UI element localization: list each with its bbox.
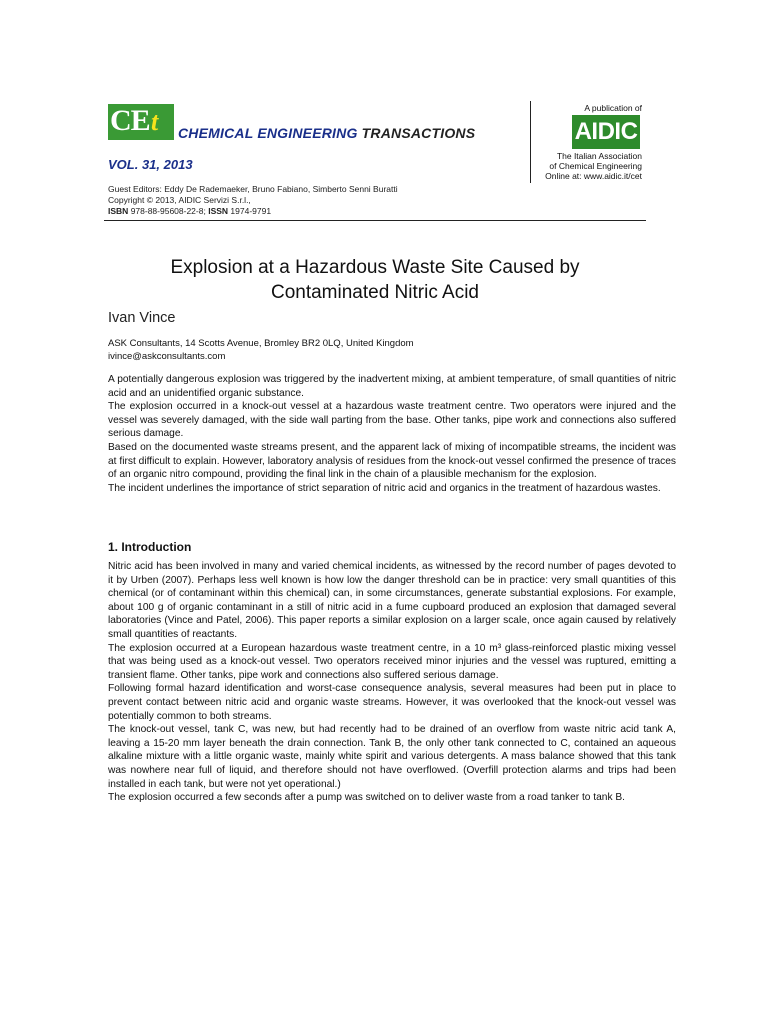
- copyright: Copyright © 2013, AIDIC Servizi S.r.l.,: [108, 195, 251, 205]
- header-vertical-divider: [530, 101, 531, 183]
- email[interactable]: ivince@askconsultants.com: [108, 351, 226, 362]
- isbn-value: 978-88-95608-22-8;: [130, 206, 206, 216]
- issn-value: 1974-9791: [230, 206, 272, 216]
- abstract-paragraph: The incident underlines the importance of strict separation of nitric acid and organics in the treatment of hazardous wastes.: [108, 482, 661, 494]
- journal-title-part1: CHEMICAL ENGINEERING: [178, 125, 358, 141]
- header-horizontal-rule: [104, 220, 646, 221]
- aidic-logo-text: AIDIC: [574, 118, 638, 145]
- editorial-info: [108, 184, 398, 217]
- abstract-paragraph: A potentially dangerous explosion was triggered by the inadvertent mixing, at ambient temperature, of small quantities of nitric acid and an unidentified organic substance.: [108, 374, 676, 399]
- abstract: [108, 373, 676, 495]
- affiliation: ASK Consultants, 14 Scotts Avenue, Bromley BR2 0LQ, United Kingdom: [108, 338, 414, 349]
- abstract-paragraph: Based on the documented waste streams present, and the apparent lack of mixing of incompatible streams, the incident was at first difficult to explain. However, laboratory analysis of residues from the knock-out vessel confirmed the presence of traces of an organic nitro compound, providing the final link in the chain of a plausible mechanism for the explosion.: [108, 441, 676, 481]
- intro-paragraph: The knock-out vessel, tank C, was new, but had recently had to be drained of an overflow from waste nitric acid tank A, leaving a 15-20 mm layer beneath the drain connection. Tank B, the only other tank connected to C, contained an aqueous alkaline mixture with a little organic waste, mainly white spirit and various detergents. A mass balance showed that this tank was nowhere near full of liquid, and therefore should not have overflowed. (Overfill protection alarms and trips had been installed in each tank, but were not yet operational.): [108, 724, 676, 790]
- isbn-line: [108, 206, 398, 217]
- intro-paragraph: The explosion occurred a few seconds after a pump was switched on to deliver waste from a road tanker to tank B.: [108, 792, 625, 804]
- cet-logo-t: t: [151, 107, 159, 136]
- author-name: Ivan Vince: [108, 310, 176, 326]
- intro-paragraph: The explosion occurred at a European hazardous waste treatment centre, in a 10 m³ glass-reinforced plastic mixing vessel that was being used as a knock-out vessel. Two operators received minor injuries and the vessel was ruptured, emitting a transient flame. Other tanks, pipe work and connections also suffered serious damage.: [108, 642, 676, 681]
- publication-of: A publication of: [584, 103, 642, 113]
- abstract-paragraph: The explosion occurred in a knock-out vessel at a hazardous waste treatment centre. Two operators were injured and the vessel was severely damaged, with the side wall parting from the base. Other tanks, pipe work and connections also suffered serious damage.: [108, 401, 676, 440]
- journal-title-part2: TRANSACTIONS: [361, 125, 476, 141]
- guest-editors: Guest Editors: Eddy De Rademaeker, Bruno Fabiano, Simberto Senni Buratti: [108, 184, 398, 194]
- paper-title-line1: Explosion at a Hazardous Waste Site Caused by: [170, 257, 580, 278]
- issn-label: ISSN: [208, 206, 229, 216]
- isbn-label: ISBN: [108, 206, 129, 216]
- intro-paragraph: Nitric acid has been involved in many and varied chemical incidents, as witnessed by the record number of pages devoted to it by Urben (2007). Perhaps less well known is how low the danger threshold can be in practice: very small quantities of this chemical (or of contaminant within this chemical) can, in some circumstances, generate substantial explosions. For example, about 100 g of organic contaminant in a still of nitric acid in a fume cupboard produced an explosion that damaged several laboratories (Vince and Patel, 2006). This paper reports a similar explosion on a larger scale, once again caused by relatively small quantities of reactants.: [108, 561, 676, 640]
- association-line2: of Chemical Engineering: [549, 161, 642, 171]
- author-affiliation-block: [108, 337, 414, 363]
- volume-label: VOL. 31, 2013: [108, 157, 193, 172]
- online-link[interactable]: Online at: www.aidic.it/cet: [545, 171, 642, 181]
- journal-title: [178, 125, 475, 141]
- association-info: [532, 151, 642, 181]
- association-line1: The Italian Association: [556, 151, 642, 161]
- section-heading: 1. Introduction: [108, 540, 192, 554]
- paper-title-line2: Contaminated Nitric Acid: [270, 282, 480, 303]
- aidic-logo: [572, 115, 640, 149]
- cet-logo-ce: CE: [110, 104, 150, 137]
- intro-paragraph: Following formal hazard identification and worst-case consequence analysis, several measures had been put in place to prevent contact between nitric acid and organic waste streams. However, it was overlooked that the knock-out vessel was potentially common to both streams.: [108, 683, 676, 722]
- paper-title: [104, 255, 646, 305]
- introduction-body: [108, 560, 676, 805]
